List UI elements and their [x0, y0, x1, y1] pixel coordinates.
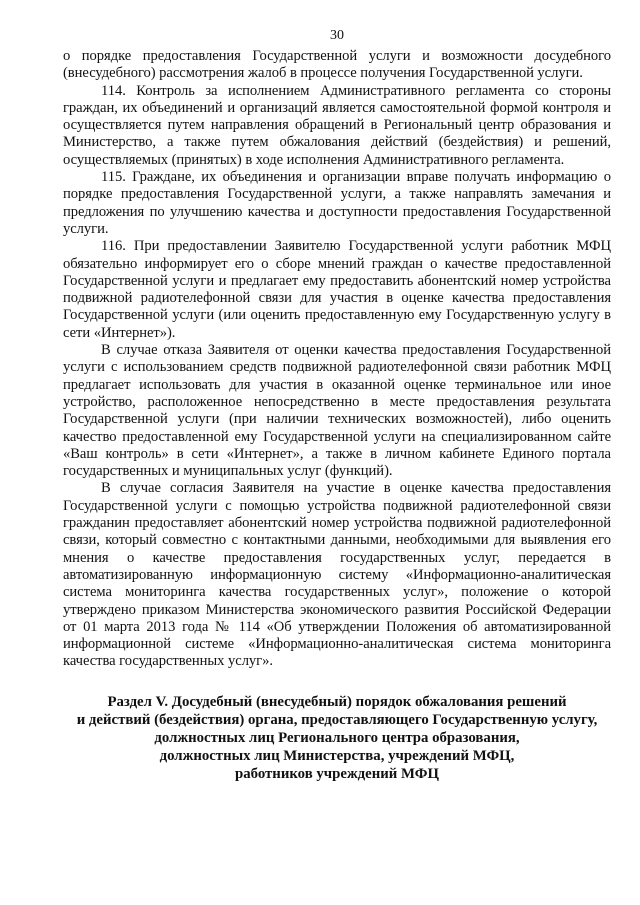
paragraph-115: 115. Граждане, их объединения и организации вправе получать информацию о порядке предоставления Государственной услуги, а также направлять замечания и предложения по улучшению качества и доступности предоставления Государственной услуги. — [63, 169, 611, 237]
paragraph-refusal-case: В случае отказа Заявителя от оценки качества предоставления Государственной услуги с использованием средств подвижной радиотелефонной связи работник МФЦ предлагает использовать для участия в оказанной оценке терминальное или иное устройство, расположенное непосредственно в месте предоставления результата Государственной услуги (при наличии технических возможностей), либо оценить качество предоставленной ему Государственной услуги на специализированном сайте «Ваш контроль» в сети «Интернет», а также в личном кабинете Единого портала государственных и муниципальных услуг (функций). — [63, 342, 611, 480]
paragraph-consent-case: В случае согласия Заявителя на участие в оценке качества предоставления Государственной услуги с помощью устройства подвижной радиотелефонной связи гражданин предоставляет абонентский номер устройства подвижной радиотелефонной связи, который совместно с контактными данными, необходимыми для выявления его мнения о качестве предоставления государственных услуг, передается в автоматизированную информационную систему «Информационно-аналитическая система мониторинга качества государственных услуг», положение о которой утверждено приказом Министерства экономического развития Российской Федерации от 01 марта 2013 года № 114 «Об утверждении Положения об автоматизированной информационной системе «Информационно-аналитическая система мониторинга качества государственных услуг». — [63, 480, 611, 670]
section-heading-line: и действий (бездействия) органа, предоставляющего Государственную услугу, — [76, 711, 598, 728]
page-number: 30 — [330, 28, 344, 43]
document-page — [63, 28, 611, 783]
section-heading-line: Раздел V. Досудебный (внесудебный) порядок обжалования решений — [107, 693, 567, 710]
paragraph-116: 116. При предоставлении Заявителю Государственной услуги работник МФЦ обязательно информирует его о сборе мнений граждан о качестве предоставленной Государственной услуги и предлагает ему предоставить абонентский номер устройства подвижной радиотелефонной связи для участия в оценке качества предоставления Государственной услуги (или оценить предоставленную ему Государственную услугу в сети «Интернет»). — [63, 238, 611, 341]
section-v-heading — [63, 693, 611, 783]
section-heading-line: должностных лиц Регионального центра образования, — [154, 729, 520, 746]
paragraph-114: 114. Контроль за исполнением Административного регламента со стороны граждан, их объединений и организаций является самостоятельной формой контроля и осуществляется путем направления обращений в Региональный центр образования и Министерство, а также путем обжалования действий (бездействия) и решений, осуществляемых (принятых) в ходе исполнения Административного регламента. — [63, 82, 611, 168]
section-heading-line: должностных лиц Министерства, учреждений МФЦ, — [159, 747, 515, 764]
section-heading-line: работников учреждений МФЦ — [235, 765, 439, 782]
paragraph-intro-continuation: о порядке предоставления Государственной услуги и возможности досудебного (внесудебного) рассмотрения жалоб в процессе получения Государственной услуги. — [63, 48, 611, 82]
